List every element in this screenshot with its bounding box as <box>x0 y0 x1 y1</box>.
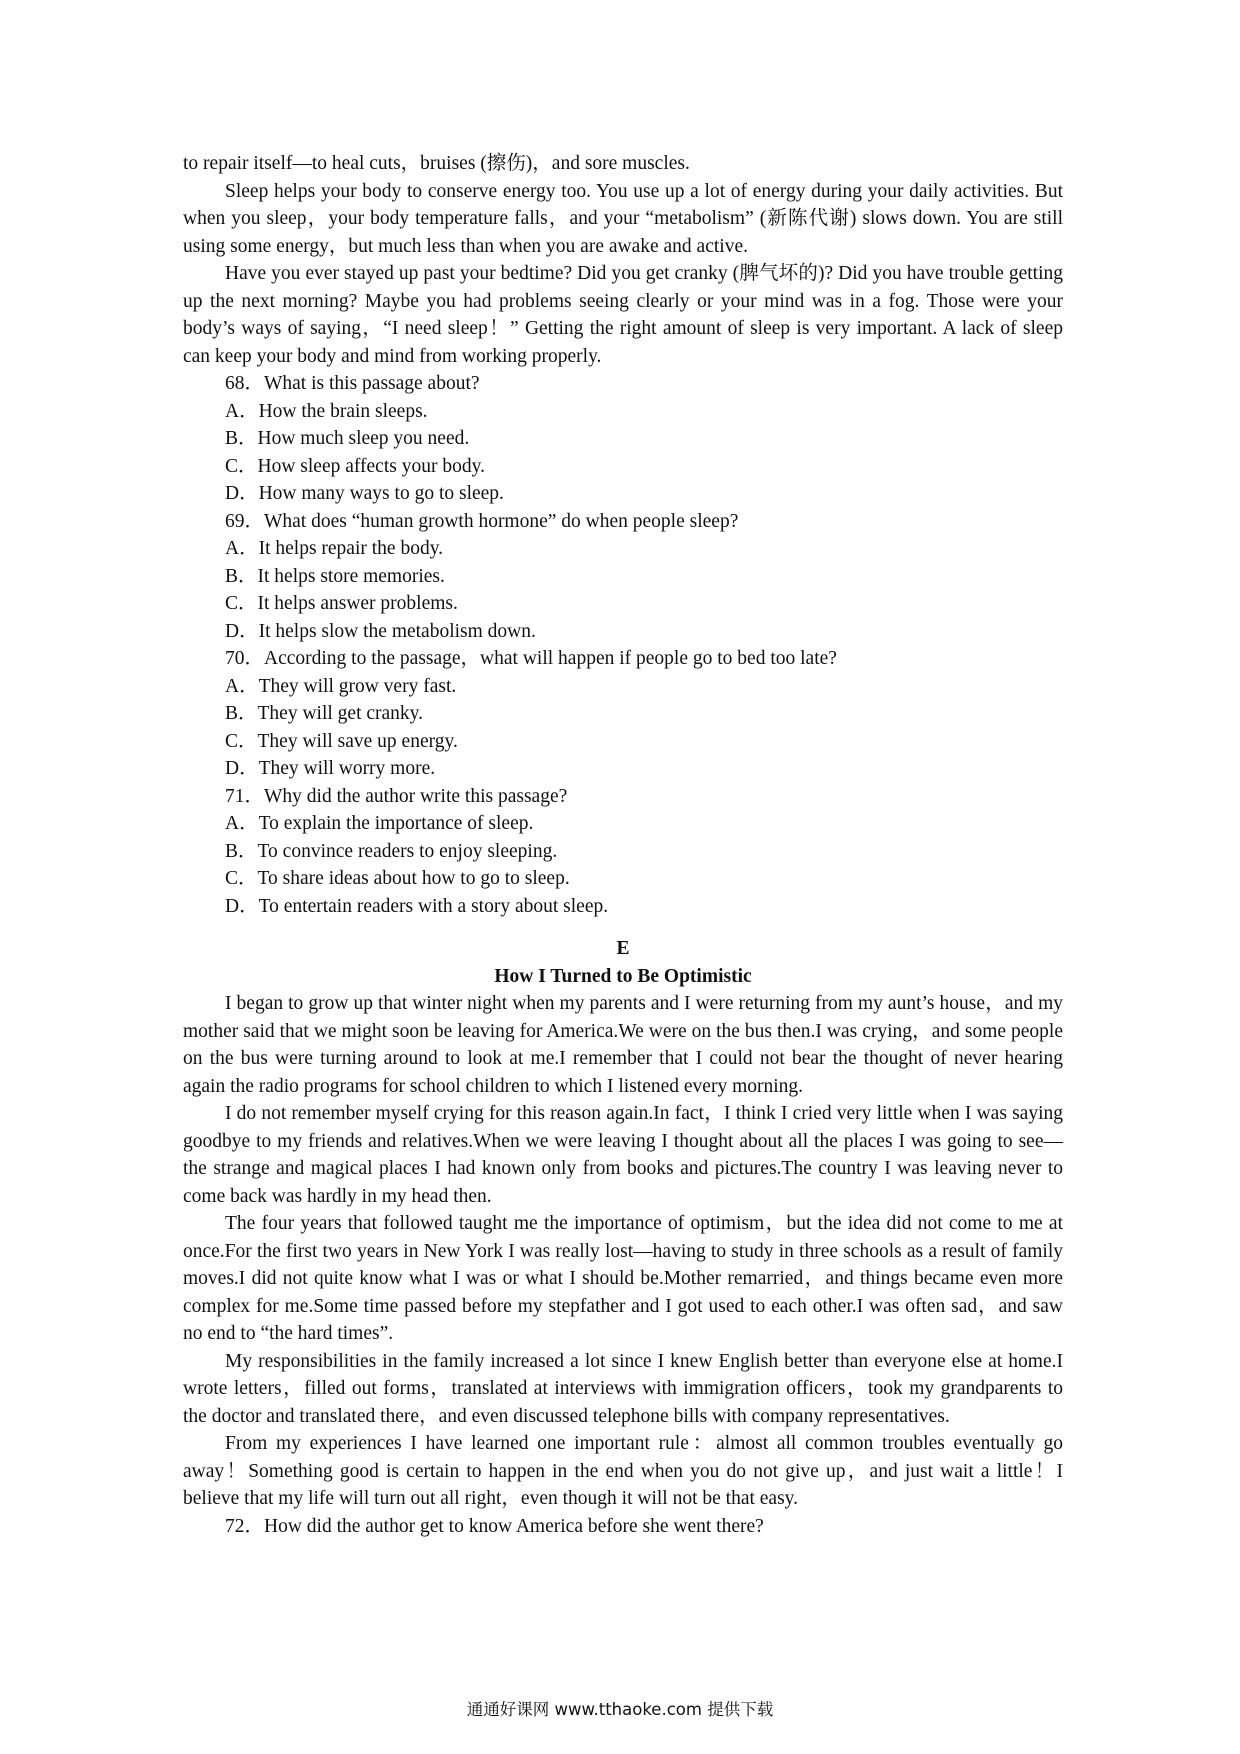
section-letter: E <box>616 938 630 959</box>
passage-e-paragraph-1: I began to grow up that winter night when my parents and I were returning from my aunt’s house，and my mother said that we might soon be leaving for America.We were on the bus then.I was crying，and some people on the bus were turning around to look at me.I remember that I could not bear the thought of never hearing again the radio programs for school children to which I listened every morning. <box>183 993 1063 1097</box>
question-stem: 68．What is this passage about? <box>225 373 480 394</box>
option-a: A．It helps repair the body. <box>225 538 444 559</box>
passage-title: How I Turned to Be Optimistic <box>494 965 752 987</box>
question-stem: 69．What does “human growth hormone” do when people sleep? <box>225 510 739 532</box>
document-body <box>183 150 1063 1540</box>
option-b: B．How much sleep you need. <box>225 428 470 449</box>
option-d: D．They will worry more. <box>225 758 436 779</box>
question-stem: 71．Why did the author write this passage? <box>225 785 568 807</box>
question-69 <box>183 508 1063 646</box>
passage-e-paragraph-2: I do not remember myself crying for this reason again.In fact，I think I cried very little when I was saying goodbye to my friends and relatives.When we were leaving I thought about all the places I was going to see—the strange and magical places I had known only from books and pictures.The country I was leaving never to come back was hardly in my head then. <box>183 1103 1063 1207</box>
page-footer: 通通好课网 www.tthaoke.com 提供下载 <box>466 1700 774 1719</box>
passage-e-paragraph-3: The four years that followed taught me the importance of optimism，but the idea did not come to me at once.For the first two years in New York I was really lost—having to study in three schools as a result of family moves.I did not quite know what I was or what I should be.Mother remarried，and things became even more complex for me.Some time passed before my stepfather and I got used to each other.I was often sad，and saw no end to “the hard times”. <box>183 1213 1063 1344</box>
passage-d-paragraph-1: to repair itself—to heal cuts，bruises (擦伤)，and sore muscles. <box>183 153 690 174</box>
option-d: D．To entertain readers with a story about sleep. <box>225 895 609 917</box>
option-c: C．To share ideas about how to go to sleep. <box>225 868 570 889</box>
option-b: B．To convince readers to enjoy sleeping. <box>225 840 558 862</box>
option-a: A．They will grow very fast. <box>225 675 457 697</box>
option-b: B．It helps store memories. <box>225 565 445 587</box>
passage-e-paragraph-5: From my experiences I have learned one important rule：almost all common troubles eventually go away！Something good is certain to happen in the end when you do not give up，and just wait a little！I believe that my life will turn out all right，even though it will not be that easy. <box>183 1433 1063 1509</box>
option-c: C．It helps answer problems. <box>225 593 458 614</box>
section-gap <box>183 920 1063 935</box>
passage-e-paragraph-4: My responsibilities in the family increased a lot since I knew English better than everyone else at home.I wrote letters，filled out forms，translated at interviews with immigration officers，took my grandparents to the doctor and translated there，and even discussed telephone bills with company representatives. <box>183 1350 1063 1427</box>
option-a: A．How the brain sleeps. <box>225 400 428 422</box>
option-b: B．They will get cranky. <box>225 703 424 724</box>
passage-d-paragraph-2: Sleep helps your body to conserve energy too. You use up a lot of energy during your daily activities. But when you sleep，your body temperature falls，and your “metabolism” (新陈代谢) slows down. You are still using some energy，but much less than when you are awake and active. <box>183 180 1063 257</box>
question-stem: 70．According to the passage，what will happen if people go to bed too late? <box>225 648 837 669</box>
question-72-stem: 72．How did the author get to know America before she went there? <box>225 1515 764 1537</box>
question-71 <box>183 783 1063 921</box>
option-a: A．To explain the importance of sleep. <box>225 813 534 834</box>
passage-d-paragraph-3: Have you ever stayed up past your bedtime? Did you get cranky (脾气坏的)? Did you have trouble getting up the next morning? Maybe you had problems seeing clearly or your mind was in a fog. Those were your body’s ways of saying，“I need sleep！” Getting the right amount of sleep is very important. A lack of sleep can keep your body and mind from working properly. <box>183 263 1063 367</box>
option-d: D．How many ways to go to sleep. <box>225 483 504 504</box>
option-c: C．They will save up energy. <box>225 730 458 752</box>
option-c: C．How sleep affects your body. <box>225 455 485 477</box>
option-d: D．It helps slow the metabolism down. <box>225 620 536 642</box>
question-70 <box>183 645 1063 783</box>
question-68 <box>183 370 1063 508</box>
